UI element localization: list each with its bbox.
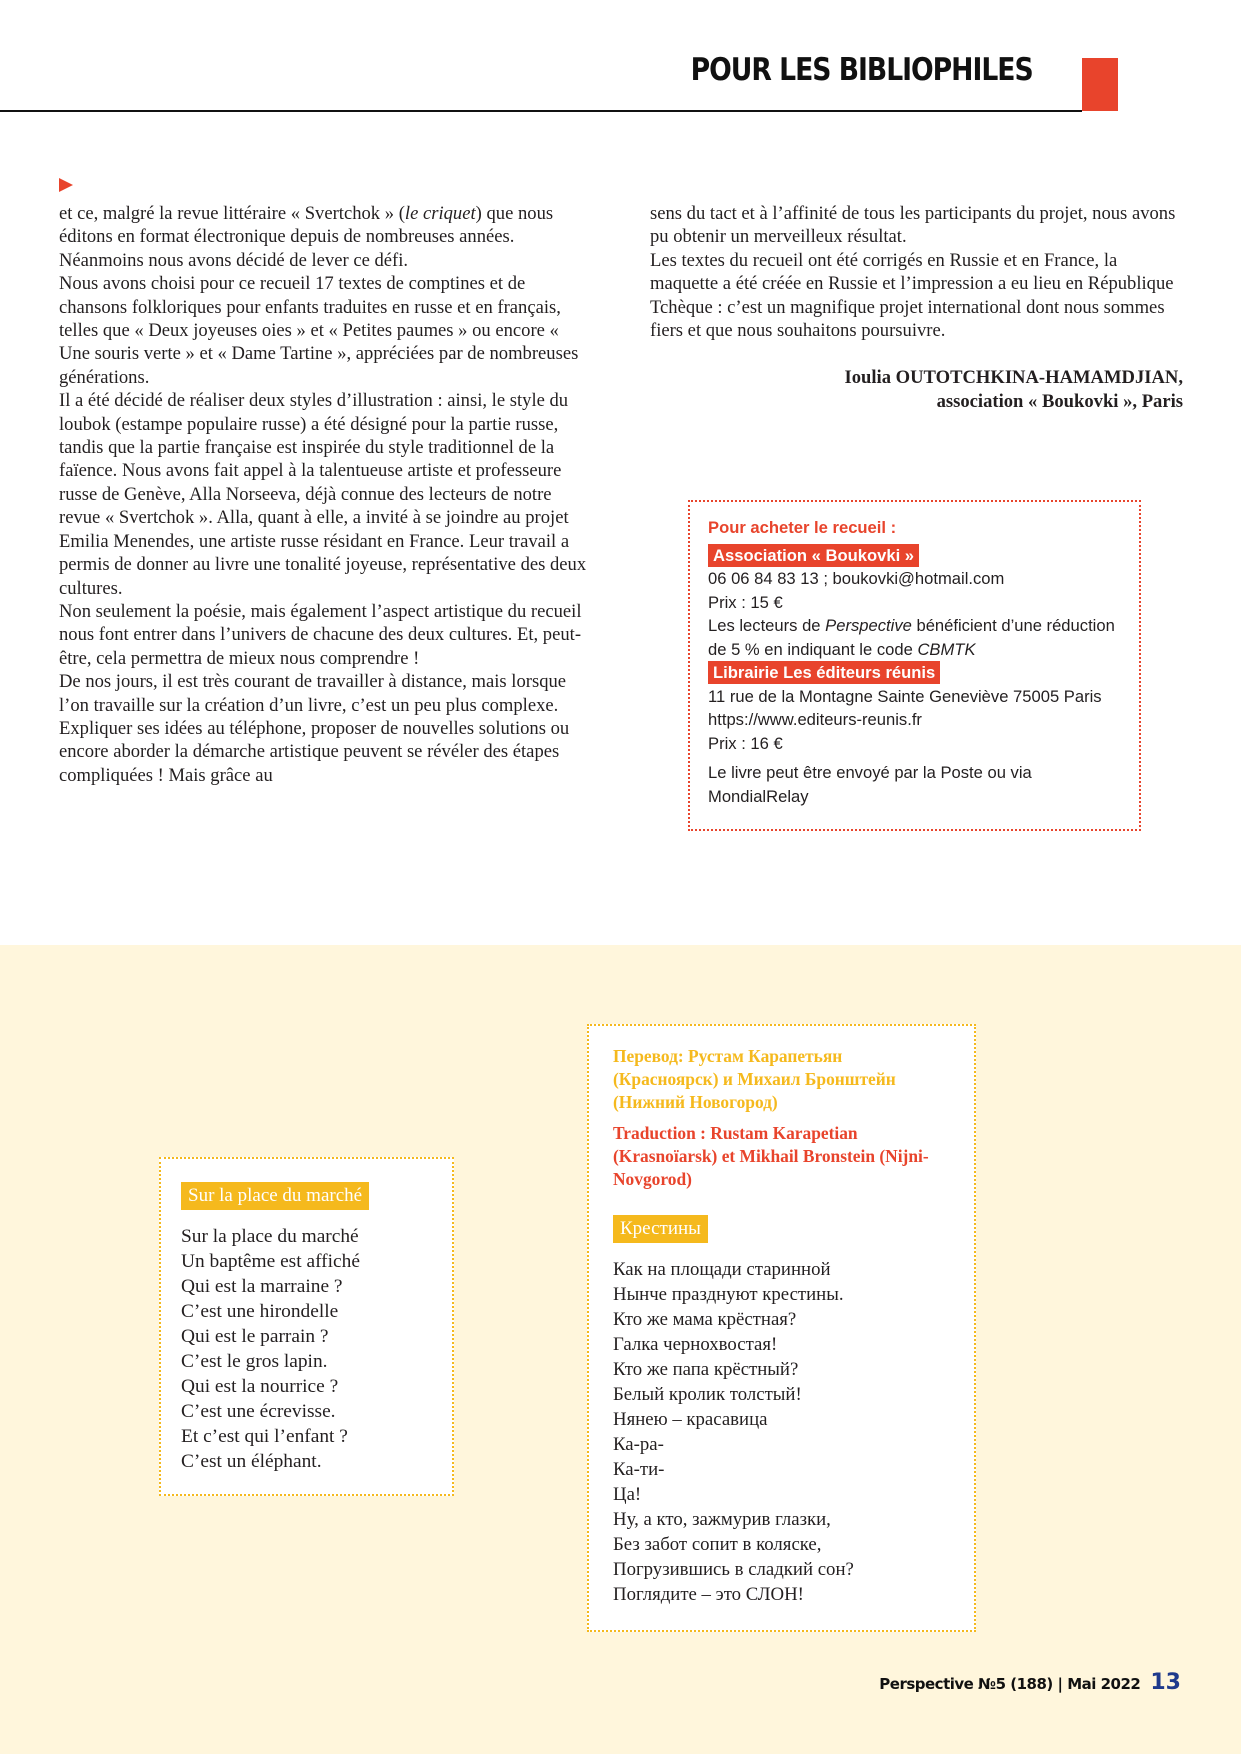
russian-poem-title: Крестины — [613, 1215, 708, 1243]
poem-line: Ну, а кто, зажмурив глазки, — [613, 1509, 831, 1530]
poem-line: Кто же мама крёстная? — [613, 1309, 797, 1330]
french-poem-title: Sur la place du marché — [181, 1182, 369, 1210]
translation-gloss: le criquet — [404, 203, 476, 224]
article-paragraph: et ce, malgré la revue littéraire « Svertchok » (le criquet) que nous éditons en format électronique depuis de nombreuses années. Néanmoins nous avons décidé de lever ce défi. — [59, 203, 554, 271]
page-number: 13 — [1150, 1670, 1181, 1695]
article-paragraph: De nos jours, il est très courant de travailler à distance, mais lorsque l’on travaille sur la création d’un livre, c’est un peu plus complexe. Expliquer ses idées au téléphone, proposer de nouvelles solutions ou encore aborder la démarche artistique peuvent se révéler des étapes compliquées ! Mais grâce au — [59, 671, 570, 786]
poem-line: Кто же папа крёстный? — [613, 1359, 799, 1380]
header-accent-block — [1082, 58, 1118, 111]
signature-organization: association « Boukovki », Paris — [936, 391, 1183, 412]
article-paragraph: sens du tact et à l’affinité de tous les participants du projet, nous avons pu obtenir un merveilleux résultat. — [650, 203, 1176, 248]
poem-line: Без забот сопит в коляске, — [613, 1534, 822, 1555]
french-poem-box — [159, 1157, 454, 1496]
poem-line: Галка чернохвостая! — [613, 1334, 778, 1355]
poem-line: Un baptême est affiché — [181, 1251, 360, 1272]
poem-line: Sur la place du marché — [181, 1226, 359, 1247]
translation-credit-russian: Перевод: Рустам Карапетьян (Красноярск) и Михаил Бронштейн (Нижний Новогород) — [613, 1046, 896, 1112]
russian-poem-box — [587, 1024, 976, 1632]
poem-line: Ца! — [613, 1484, 642, 1505]
association-contact: 06 06 84 83 13 ; boukovki@hotmail.com — [708, 569, 1005, 588]
association-tag: Association « Boukovki » — [708, 544, 919, 567]
magazine-name: Perspective — [825, 616, 912, 635]
article-left-column — [59, 202, 594, 787]
header-rule — [0, 110, 1082, 112]
poem-line: Нянею – красавица — [613, 1409, 768, 1430]
translation-credit-french: Traduction : Rustam Karapetian (Krasnoïarsk) et Mikhail Bronstein (Nijni-Novgorod) — [613, 1123, 929, 1189]
poem-line: Как на площади старинной — [613, 1259, 831, 1280]
section-title: POUR LES BIBLIOPHILES — [691, 52, 1033, 88]
bookshop-url-link[interactable]: https://www.editeurs-reunis.fr — [708, 710, 922, 729]
poem-line: C’est une hirondelle — [181, 1301, 339, 1322]
poem-line: C’est une écrevisse. — [181, 1401, 336, 1422]
bookshop-address: 11 rue de la Montagne Sainte Geneviève 75005 Paris — [708, 686, 1102, 706]
article-paragraph: Les textes du recueil ont été corrigés en Russie et en France, la maquette a été créée en Russie et l’impression a eu lieu en République Tchèque : c’est un magnifique projet international dont nous sommes fiers et que nous souhaitons poursuivre. — [650, 249, 1174, 342]
poem-line: Погрузившись в сладкий сон? — [613, 1559, 854, 1580]
poem-line: Qui est le parrain ? — [181, 1326, 329, 1347]
russian-poem-lines — [613, 1257, 950, 1607]
poem-line: Ка-ра- — [613, 1434, 664, 1455]
article-paragraph: Non seulement la poésie, mais également l’aspect artistique du recueil nous font entrer dans l’univers de chacune des deux cultures. Et, peut-être, cela permettra de mieux nous comprendre ! — [59, 600, 582, 669]
discount-code: CBMTK — [917, 639, 976, 659]
discount-note: Les lecteurs de Perspective bénéficient d’une réduction de 5 % en indiquant le code CBMTK — [708, 616, 1115, 659]
poem-line: Qui est la nourrice ? — [181, 1376, 339, 1397]
bookshop-tag: Librairie Les éditeurs réunis — [708, 661, 940, 684]
poem-line: Нынче празднуют крестины. — [613, 1284, 844, 1305]
signature-name: Ioulia OUTOTCHKINA-HAMAMDJIAN, — [844, 367, 1183, 388]
bookshop-price: Prix : 16 € — [708, 733, 783, 753]
poem-line: Поглядите – это СЛОН! — [613, 1584, 804, 1605]
article-paragraph: Il a été décidé de réaliser deux styles d’illustration : ainsi, le style du loubok (estampe populaire russe) a été désigné pour la partie russe, tandis que la partie française est inspirée du style traditionnel de la faïence. Nous avons fait appel à la talentueuse artiste et professeure russe de Genève, Alla Norseeva, déjà connue des lecteurs de notre revue « Svertchok ». Alla, quant à elle, a invité à se joindre au projet Emilia Menendes, une artiste russe résidant en France. Leur travail a permis de donner au livre une tonalité joyeuse, représentative des deux cultures. — [59, 390, 587, 599]
poem-line: C’est le gros lapin. — [181, 1351, 328, 1372]
french-poem-lines — [181, 1224, 432, 1474]
association-price: Prix : 15 € — [708, 592, 783, 612]
article-right-column — [650, 202, 1190, 342]
poem-line: Et c’est qui l’enfant ? — [181, 1426, 348, 1447]
page-footer — [879, 1670, 1181, 1695]
poem-line: C’est un éléphant. — [181, 1451, 322, 1472]
poem-line: Qui est la marraine ? — [181, 1276, 343, 1297]
shipping-note: Le livre peut être envoyé par la Poste ou via MondialRelay — [708, 763, 1032, 806]
poem-line: Белый кролик толстый! — [613, 1384, 802, 1405]
footer-issue-info: Perspective №5 (188) | Mai 2022 — [879, 1675, 1141, 1693]
continuation-arrow-icon — [59, 178, 73, 192]
poem-line: Ка-ти- — [613, 1459, 665, 1480]
purchase-info-box — [688, 500, 1141, 831]
article-paragraph: Nous avons choisi pour ce recueil 17 textes de comptines et de chansons folkloriques pour enfants traduites en russe et en français, telles que « Deux joyeuses oies » et « Petites paumes » ou encore « Une souris verte » et « Dame Tartine », appréciées par de nombreuses générations. — [59, 273, 579, 388]
purchase-title: Pour acheter le recueil : — [708, 518, 897, 537]
article-signature — [845, 366, 1184, 414]
